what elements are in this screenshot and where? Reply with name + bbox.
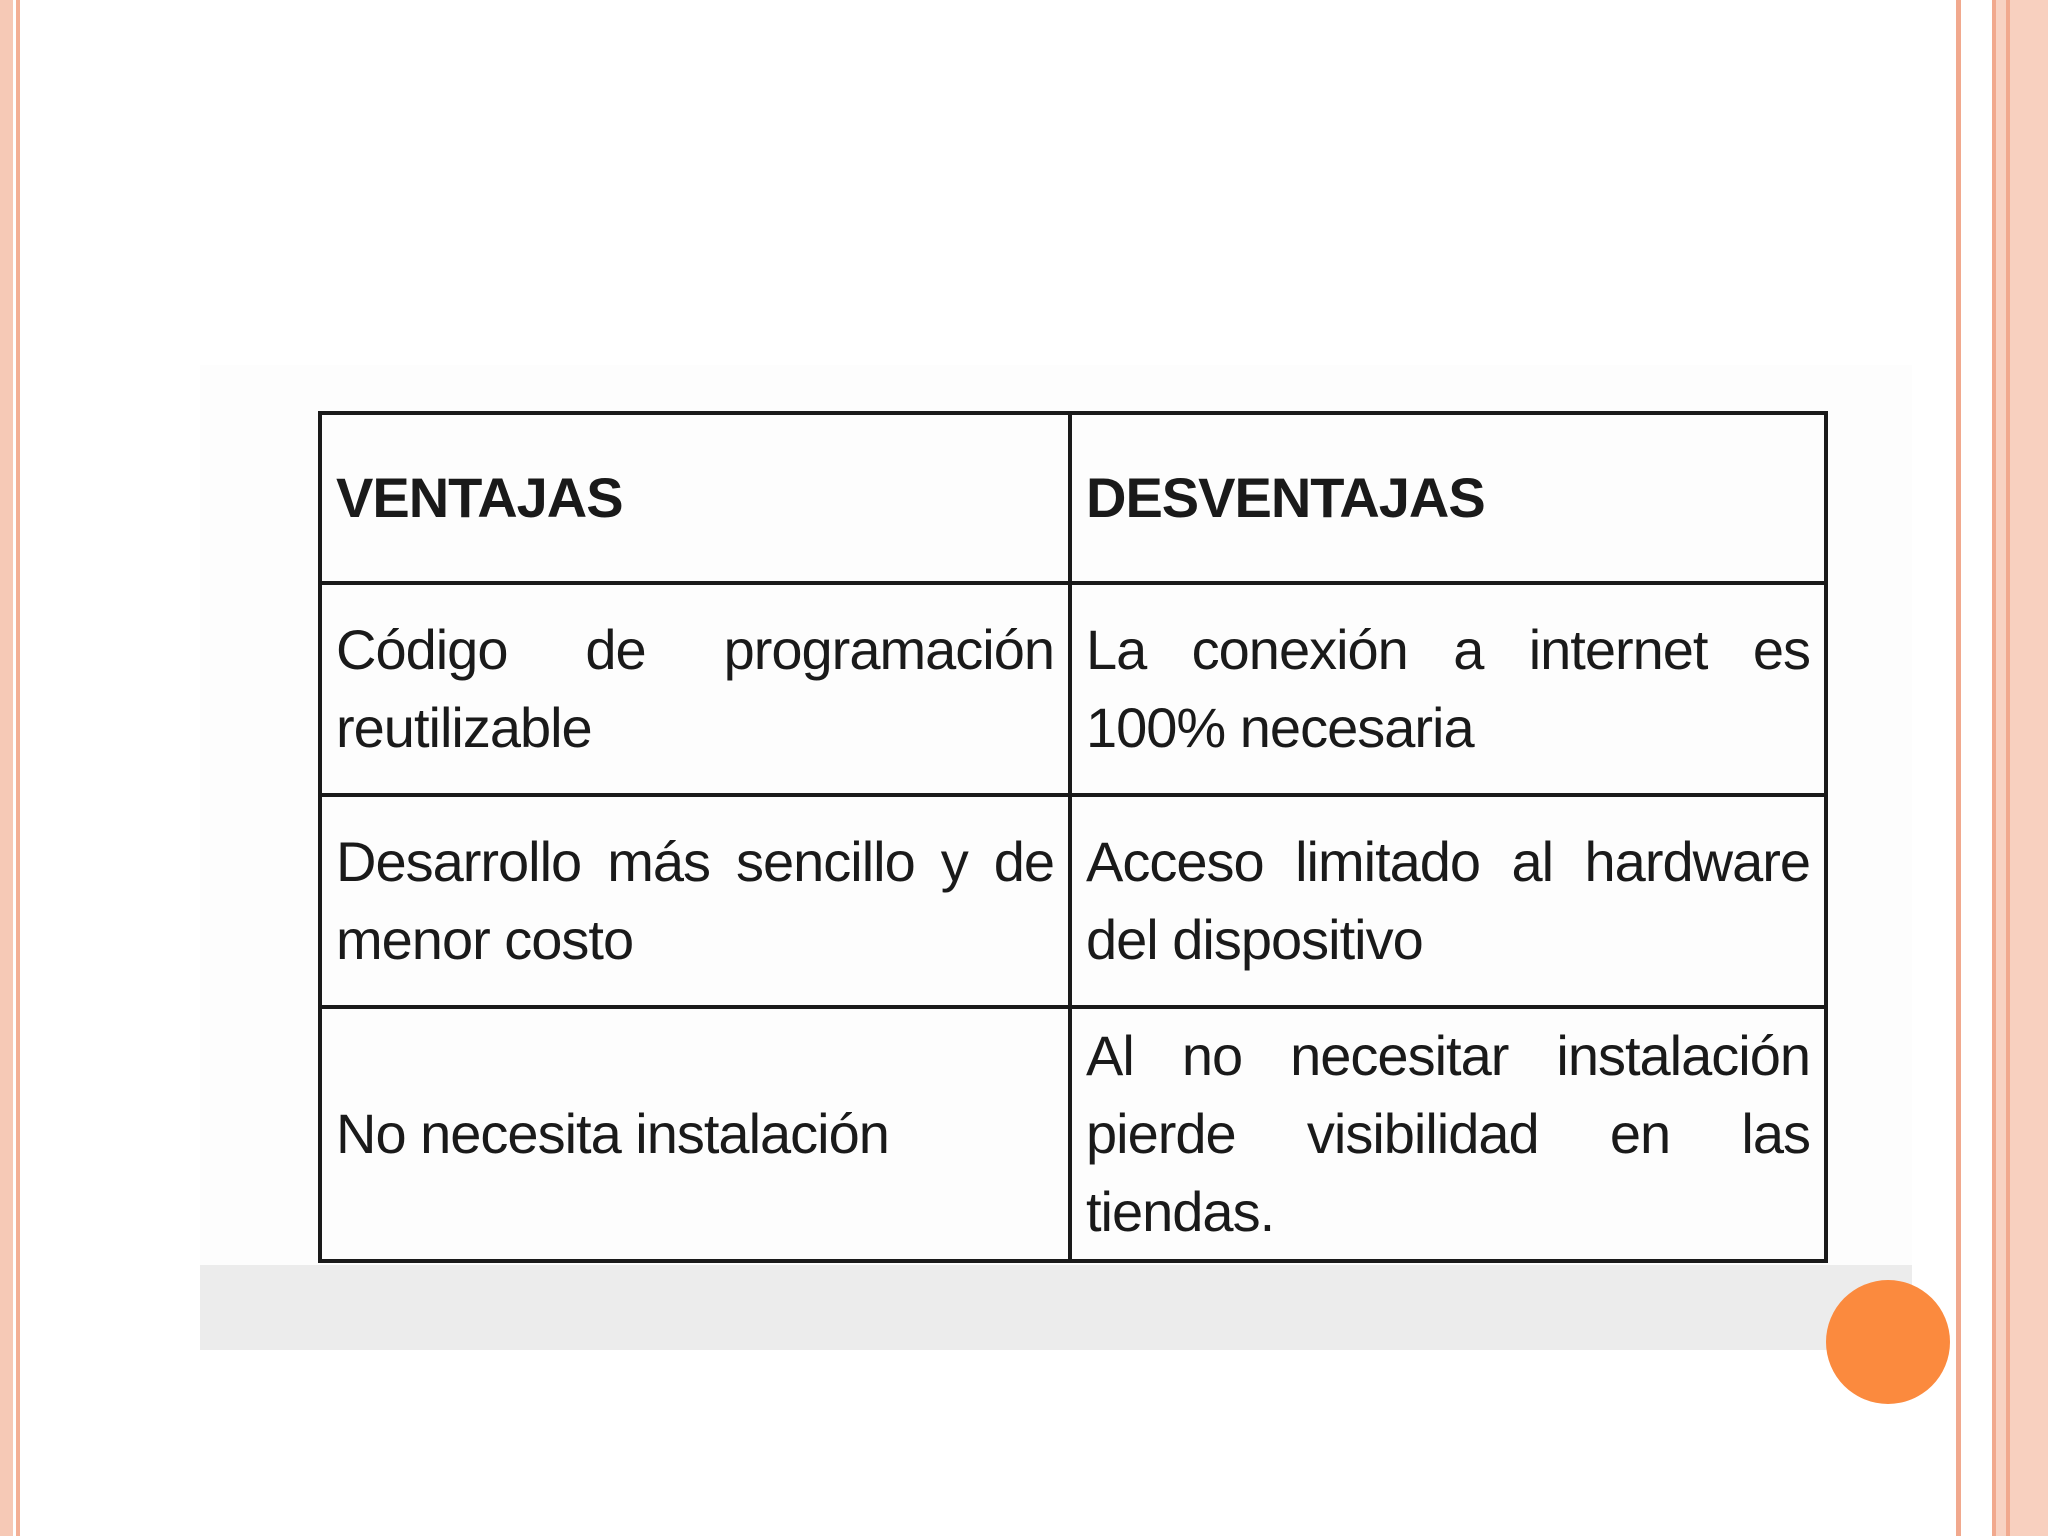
right-border-stripe <box>2010 0 2048 1536</box>
image-bottom-strip <box>200 1265 1912 1350</box>
table-row <box>320 583 1826 795</box>
right-decorative-border <box>1956 0 2048 1536</box>
left-border-stripe <box>16 0 20 1536</box>
table-header-row <box>320 413 1826 583</box>
left-decorative-border <box>0 0 22 1536</box>
table-image <box>200 365 1912 1350</box>
table-cell-ventaja: Código de programación reutilizable <box>320 583 1070 795</box>
orange-circle-decoration <box>1826 1280 1950 1404</box>
table-cell-ventaja: No necesita instalación <box>320 1007 1070 1261</box>
table-cell-desventaja: Al no necesitar instalación pierde visibilidad en las tiendas. <box>1070 1007 1826 1261</box>
right-border-stripe <box>1996 0 2006 1536</box>
right-border-stripe <box>1962 0 1992 1536</box>
comparison-table <box>318 411 1828 1263</box>
table-cell-desventaja: Acceso limitado al hardware del dispositivo <box>1070 795 1826 1007</box>
header-ventajas: VENTAJAS <box>320 413 1070 583</box>
header-desventajas: DESVENTAJAS <box>1070 413 1826 583</box>
table-row <box>320 1007 1826 1261</box>
table-cell-desventaja: La conexión a internet es 100% necesaria <box>1070 583 1826 795</box>
table-row <box>320 795 1826 1007</box>
left-border-stripe <box>0 0 13 1536</box>
table-cell-ventaja: Desarrollo más sencillo y de menor costo <box>320 795 1070 1007</box>
right-border-stripe <box>1956 0 1961 1536</box>
